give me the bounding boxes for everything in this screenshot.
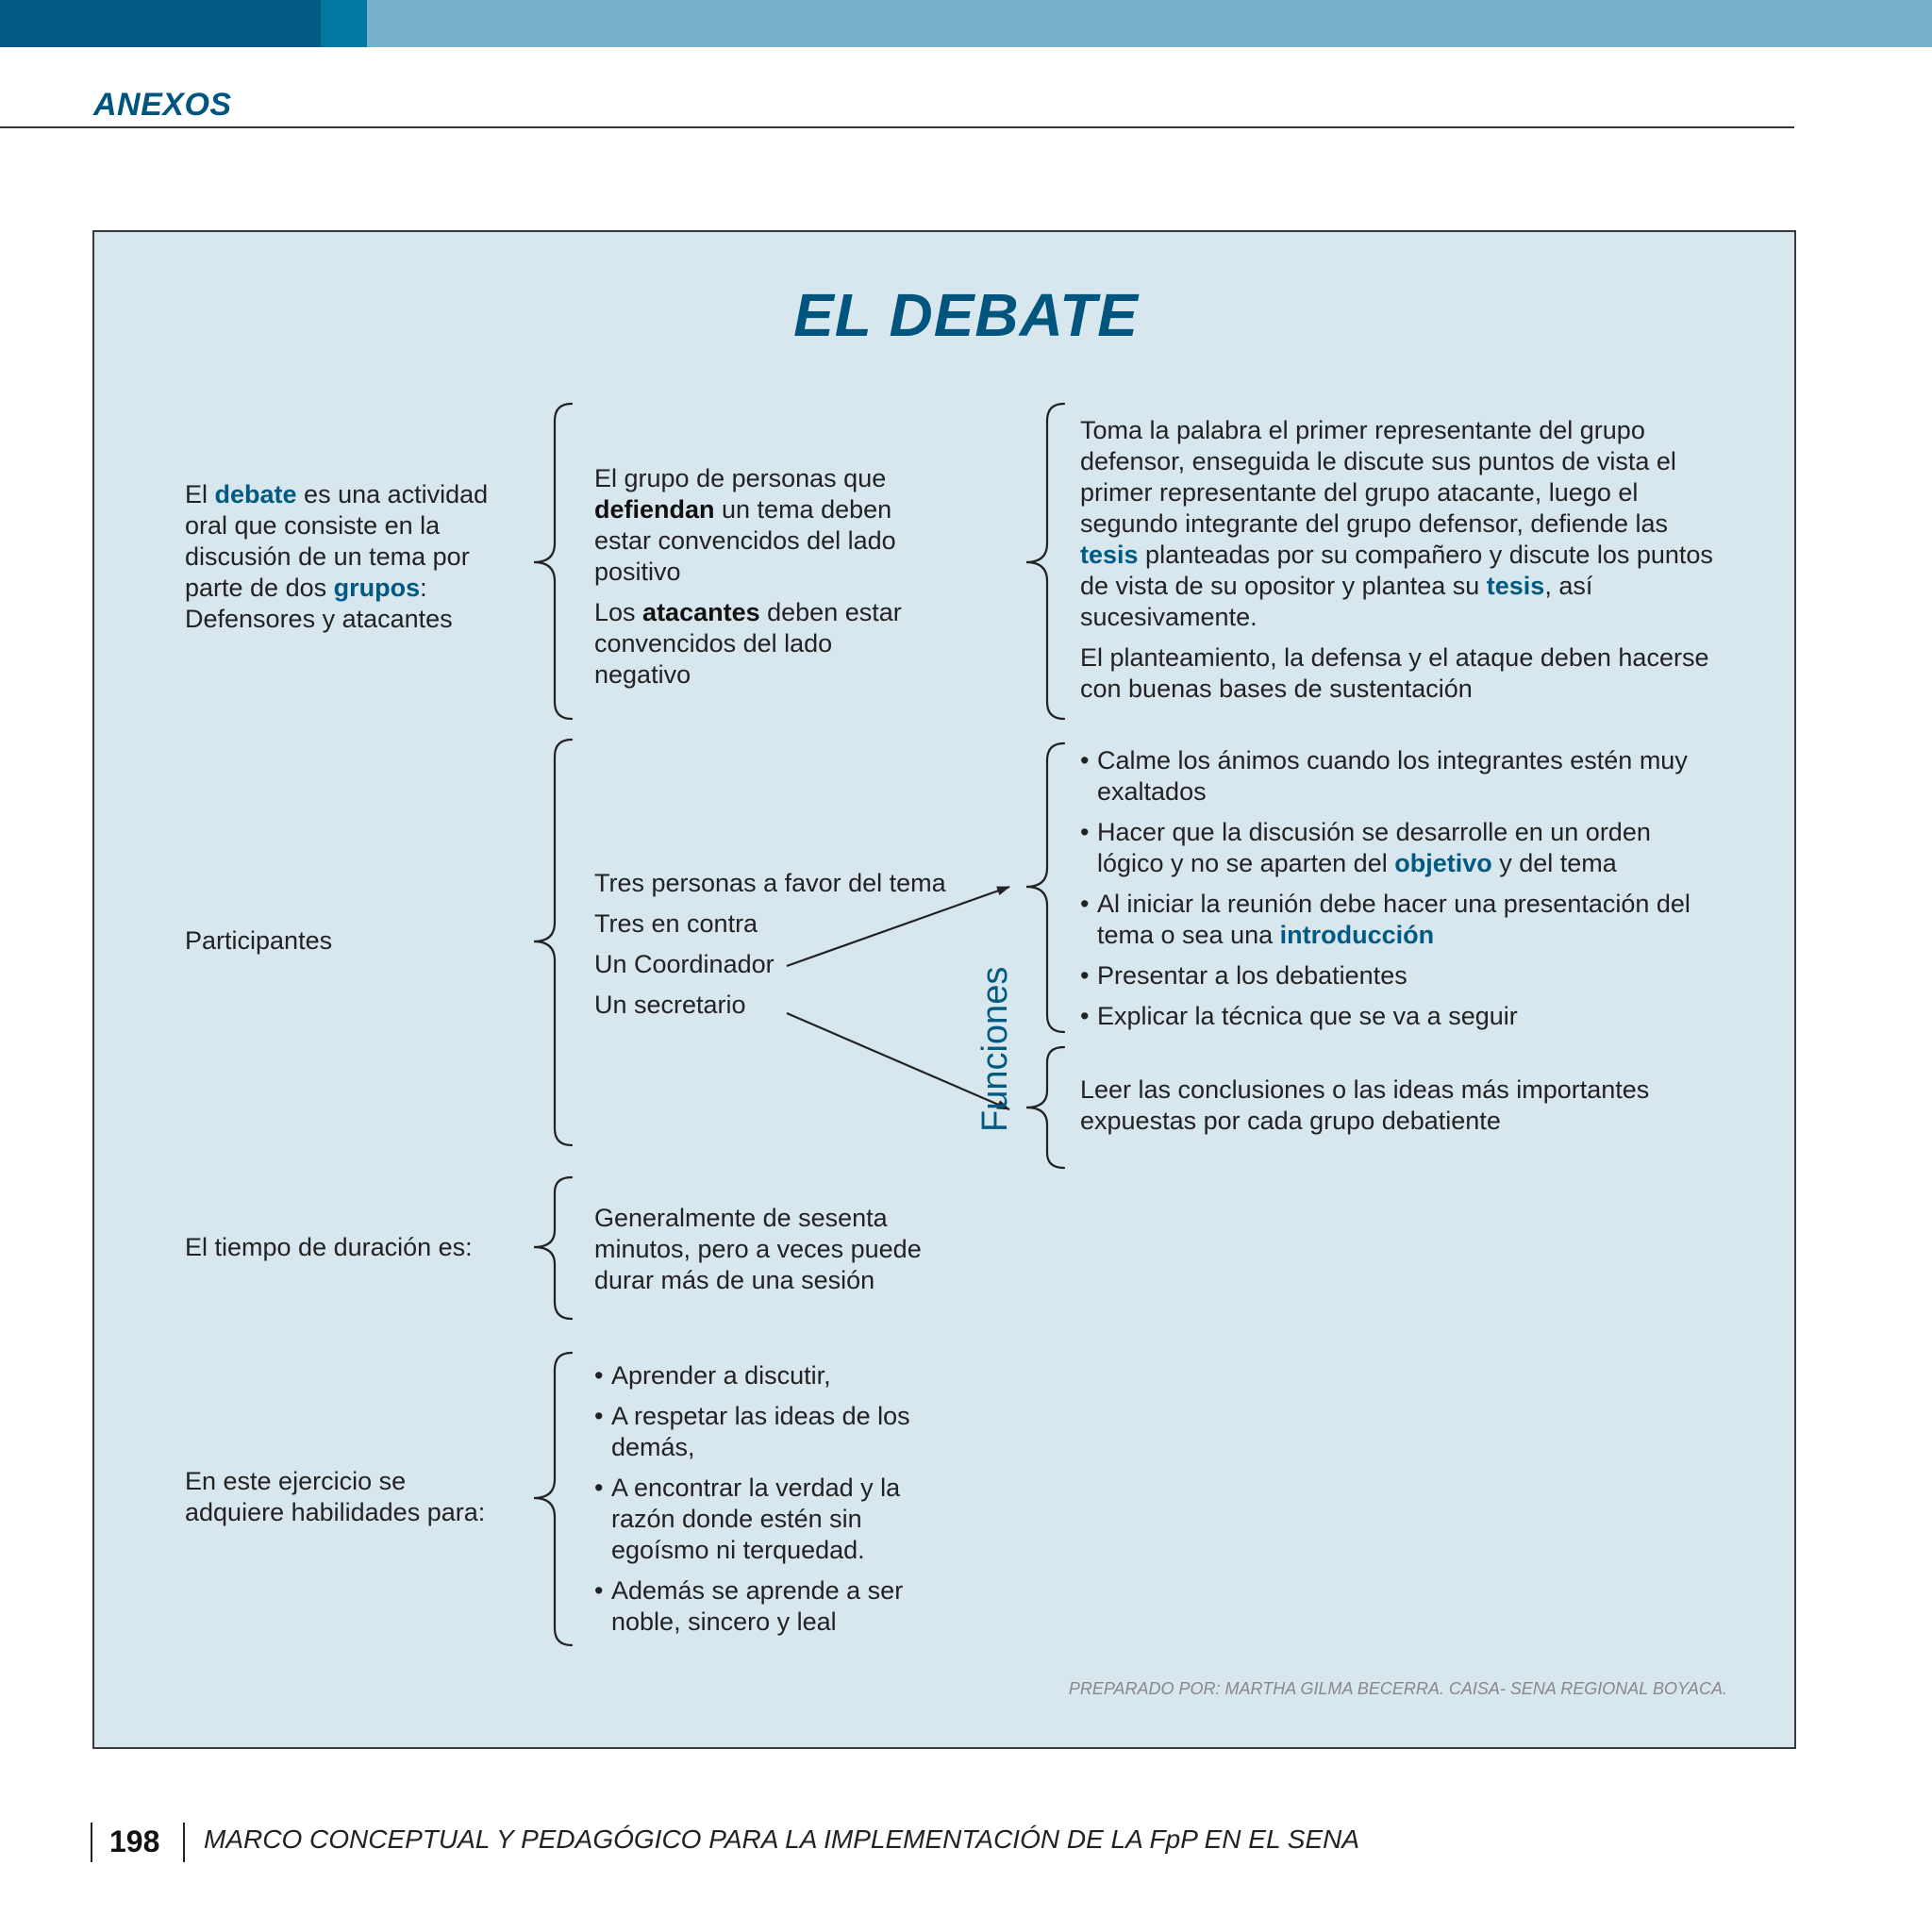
definition-text: El debate es una actividad oral que consiste en la discusión de un tema por parte de dos grupos: Defensores y atacantes: [185, 480, 489, 633]
procedure-text: [1080, 415, 1722, 714]
brace-secretary: [1026, 1047, 1064, 1168]
skills-list: [594, 1360, 915, 1647]
function-item: • Presentar a los debatientes: [1080, 960, 1722, 991]
brace-coordinator: [1026, 743, 1064, 1032]
footer-book-title: MARCO CONCEPTUAL Y PEDAGÓGICO PARA LA IMPLEMENTACIÓN DE LA FpP EN EL SENA: [204, 1824, 1360, 1854]
function-item: • Calme los ánimos cuando los integrantes estén muy exaltados: [1080, 745, 1722, 808]
brace-participants: [534, 740, 572, 1145]
footer-divider: [183, 1823, 185, 1862]
brace-definition: [534, 404, 572, 719]
section-title: ANEXOS: [93, 87, 232, 123]
brace-duration: [534, 1177, 572, 1319]
skill-item: • A encontrar la verdad y la razón donde estén sin egoísmo ni terquedad.: [594, 1473, 915, 1566]
keyword-debate: debate: [214, 480, 297, 508]
coordinator-functions: [1080, 745, 1722, 1041]
participant-item: Tres personas a favor del tema: [594, 869, 946, 897]
skill-item: • Además se aprende a ser noble, sincero y leal: [594, 1575, 915, 1638]
skill-item: • A respetar las ideas de los demás,: [594, 1401, 915, 1463]
function-item: • Explicar la técnica que se va a seguir: [1080, 1001, 1722, 1032]
groups-attackers: Los atacantes deben estar convencidos del lado negativo: [594, 598, 902, 689]
function-item: • Hacer que la discusión se desarrolle en un orden lógico y no se aparten del objetivo y del tema: [1080, 817, 1722, 879]
participants-label: Participantes: [185, 926, 333, 955]
brace-groups: [1026, 404, 1064, 719]
footer-divider: [91, 1823, 92, 1862]
diagram-title: EL DEBATE: [793, 281, 1139, 349]
duration-label: El tiempo de duración es:: [185, 1233, 473, 1261]
skills-label: En este ejercicio se adquiere habilidades para:: [185, 1467, 486, 1526]
duration-value: Generalmente de sesenta minutos, pero a veces puede durar más de una sesión: [594, 1204, 922, 1294]
groups-defenders: El grupo de personas que defiendan un tema deben estar convencidos del lado positivo: [594, 464, 896, 586]
participant-item: Un Coordinador: [594, 950, 774, 978]
procedure-basis: El planteamiento, la defensa y el ataque deben hacerse con buenas bases de sustentación: [1080, 643, 1709, 703]
function-item: • Al iniciar la reunión debe hacer una presentación del tema o sea una introducción: [1080, 889, 1722, 951]
keyword-grupos: grupos: [333, 574, 421, 602]
secretary-function: Leer las conclusiones o las ideas más importantes expuestas por cada grupo debatiente: [1080, 1075, 1650, 1135]
participant-item: Tres en contra: [594, 909, 758, 938]
page-number: 198: [109, 1824, 160, 1858]
procedure-sequence: Toma la palabra el primer representante del grupo defensor, enseguida le discute sus puntos de vista el primer representante del grupo atacante, luego el segundo integrante del grupo defensor, defiende las tesis planteadas por su compañero y discute los puntos de vista de su opositor y plantea su tesis, así sucesivamente.: [1080, 416, 1713, 631]
participants-list: [594, 868, 953, 1030]
brace-skills: [534, 1353, 572, 1645]
participant-item: Un secretario: [594, 991, 746, 1019]
funciones-label: Funciones: [975, 966, 1015, 1132]
credit-line: PREPARADO POR: MARTHA GILMA BECERRA. CAISA- SENA REGIONAL BOYACA.: [1068, 1679, 1727, 1698]
skill-item: • Aprender a discutir,: [594, 1360, 915, 1391]
groups-text: [594, 463, 934, 700]
